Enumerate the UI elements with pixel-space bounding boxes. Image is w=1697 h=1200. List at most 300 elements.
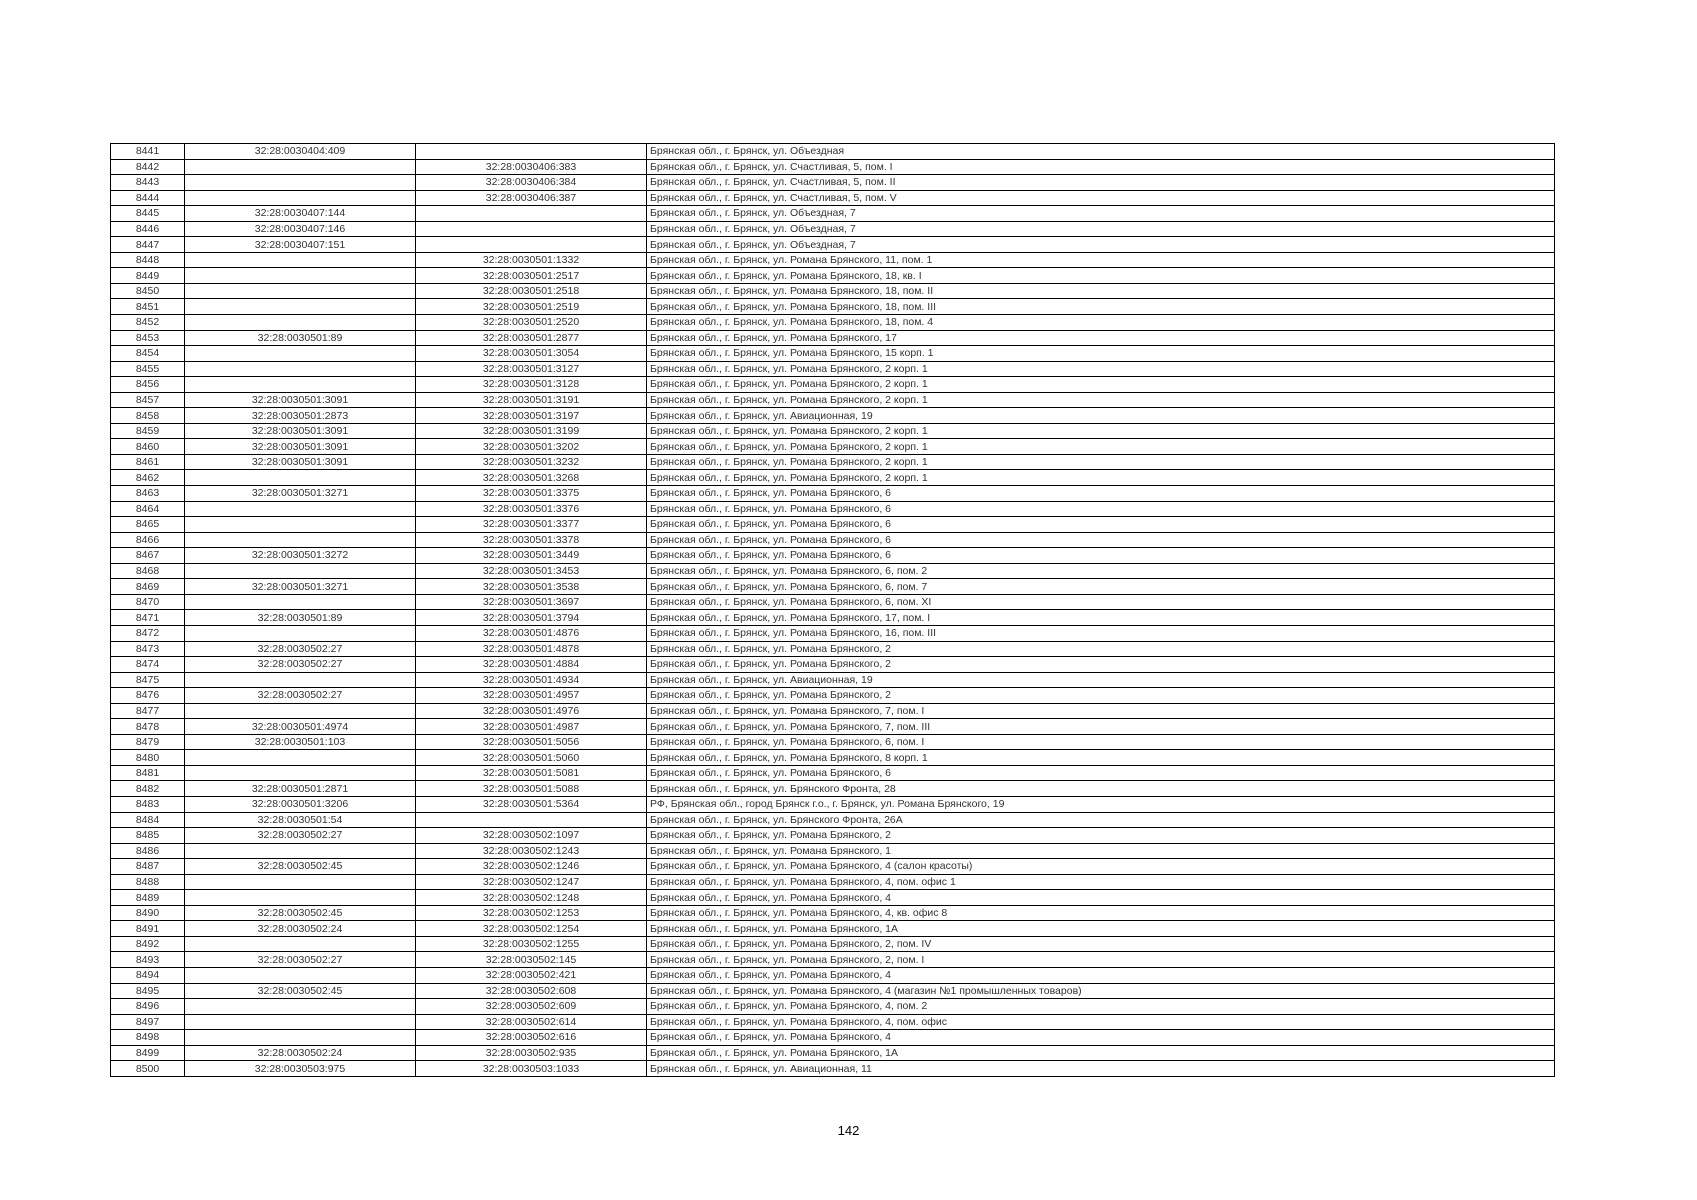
row-number-cell: 8447	[111, 237, 185, 253]
row-number-cell: 8456	[111, 377, 185, 393]
address-cell: Брянская обл., г. Брянск, ул. Романа Брянского, 6	[647, 486, 1555, 502]
address-cell: Брянская обл., г. Брянск, ул. Объездная, 7	[647, 221, 1555, 237]
address-cell: Брянская обл., г. Брянск, ул. Брянского Фронта, 28	[647, 781, 1555, 797]
row-number-cell: 8493	[111, 952, 185, 968]
row-number-cell: 8486	[111, 843, 185, 859]
object-cadastral-number-cell: 32:28:0030501:3449	[416, 548, 647, 564]
object-cadastral-number-cell: 32:28:0030502:935	[416, 1045, 647, 1061]
object-cadastral-number-cell: 32:28:0030501:4976	[416, 703, 647, 719]
object-cadastral-number-cell: 32:28:0030501:3127	[416, 361, 647, 377]
land-cadastral-number-cell	[185, 361, 416, 377]
object-cadastral-number-cell: 32:28:0030502:1246	[416, 859, 647, 875]
object-cadastral-number-cell	[416, 206, 647, 222]
land-cadastral-number-cell	[185, 299, 416, 315]
cadastral-table	[110, 143, 1555, 1077]
table-row	[111, 1061, 1555, 1077]
address-cell: Брянская обл., г. Брянск, ул. Романа Брянского, 6, пом. 7	[647, 579, 1555, 595]
land-cadastral-number-cell: 32:28:0030501:3206	[185, 796, 416, 812]
table-row	[111, 657, 1555, 673]
row-number-cell: 8448	[111, 252, 185, 268]
object-cadastral-number-cell	[416, 812, 647, 828]
table-row	[111, 252, 1555, 268]
land-cadastral-number-cell: 32:28:0030501:3271	[185, 486, 416, 502]
object-cadastral-number-cell: 32:28:0030501:2877	[416, 330, 647, 346]
table-row	[111, 703, 1555, 719]
table-row	[111, 594, 1555, 610]
land-cadastral-number-cell	[185, 346, 416, 362]
land-cadastral-number-cell	[185, 517, 416, 533]
table-row	[111, 688, 1555, 704]
address-cell: Брянская обл., г. Брянск, ул. Романа Брянского, 2	[647, 828, 1555, 844]
object-cadastral-number-cell: 32:28:0030501:1332	[416, 252, 647, 268]
row-number-cell: 8470	[111, 594, 185, 610]
address-cell: Брянская обл., г. Брянск, ул. Романа Брянского, 7, пом. III	[647, 719, 1555, 735]
land-cadastral-number-cell	[185, 999, 416, 1015]
table-body	[111, 144, 1555, 1077]
object-cadastral-number-cell: 32:28:0030501:3197	[416, 408, 647, 424]
land-cadastral-number-cell	[185, 175, 416, 191]
land-cadastral-number-cell: 32:28:0030407:144	[185, 206, 416, 222]
object-cadastral-number-cell	[416, 237, 647, 253]
row-number-cell: 8468	[111, 563, 185, 579]
address-cell: Брянская обл., г. Брянск, ул. Объездная	[647, 144, 1555, 160]
address-cell: Брянская обл., г. Брянск, ул. Романа Брянского, 6, пом. I	[647, 734, 1555, 750]
page-number: 142	[837, 1123, 860, 1138]
object-cadastral-number-cell: 32:28:0030501:4934	[416, 672, 647, 688]
land-cadastral-number-cell: 32:28:0030502:27	[185, 657, 416, 673]
land-cadastral-number-cell: 32:28:0030501:89	[185, 330, 416, 346]
table-row	[111, 890, 1555, 906]
object-cadastral-number-cell: 32:28:0030501:5081	[416, 765, 647, 781]
table-row	[111, 377, 1555, 393]
row-number-cell: 8442	[111, 159, 185, 175]
address-cell: Брянская обл., г. Брянск, ул. Романа Брянского, 16, пом. III	[647, 625, 1555, 641]
row-number-cell: 8461	[111, 454, 185, 470]
address-cell: Брянская обл., г. Брянск, ул. Романа Брянского, 17	[647, 330, 1555, 346]
table-row	[111, 175, 1555, 191]
object-cadastral-number-cell: 32:28:0030501:5364	[416, 796, 647, 812]
row-number-cell: 8463	[111, 486, 185, 502]
address-cell: Брянская обл., г. Брянск, ул. Романа Брянского, 2 корп. 1	[647, 439, 1555, 455]
object-cadastral-number-cell: 32:28:0030502:1247	[416, 874, 647, 890]
row-number-cell: 8458	[111, 408, 185, 424]
object-cadastral-number-cell: 32:28:0030501:3268	[416, 470, 647, 486]
address-cell: Брянская обл., г. Брянск, ул. Романа Брянского, 7, пом. I	[647, 703, 1555, 719]
row-number-cell: 8483	[111, 796, 185, 812]
object-cadastral-number-cell: 32:28:0030502:1253	[416, 905, 647, 921]
land-cadastral-number-cell: 32:28:0030501:3091	[185, 392, 416, 408]
row-number-cell: 8484	[111, 812, 185, 828]
address-cell: Брянская обл., г. Брянск, ул. Романа Брянского, 4	[647, 890, 1555, 906]
address-cell: Брянская обл., г. Брянск, ул. Счастливая, 5, пом. V	[647, 190, 1555, 206]
land-cadastral-number-cell	[185, 315, 416, 331]
row-number-cell: 8474	[111, 657, 185, 673]
land-cadastral-number-cell	[185, 268, 416, 284]
row-number-cell: 8472	[111, 625, 185, 641]
row-number-cell: 8449	[111, 268, 185, 284]
land-cadastral-number-cell	[185, 843, 416, 859]
land-cadastral-number-cell: 32:28:0030502:24	[185, 1045, 416, 1061]
object-cadastral-number-cell: 32:28:0030501:2518	[416, 283, 647, 299]
object-cadastral-number-cell: 32:28:0030501:4878	[416, 641, 647, 657]
land-cadastral-number-cell	[185, 1030, 416, 1046]
row-number-cell: 8444	[111, 190, 185, 206]
row-number-cell: 8460	[111, 439, 185, 455]
row-number-cell: 8457	[111, 392, 185, 408]
table-row	[111, 315, 1555, 331]
table-row	[111, 999, 1555, 1015]
row-number-cell: 8478	[111, 719, 185, 735]
land-cadastral-number-cell	[185, 703, 416, 719]
land-cadastral-number-cell	[185, 190, 416, 206]
land-cadastral-number-cell: 32:28:0030501:103	[185, 734, 416, 750]
object-cadastral-number-cell: 32:28:0030502:1255	[416, 936, 647, 952]
address-cell: Брянская обл., г. Брянск, ул. Романа Брянского, 1А	[647, 1045, 1555, 1061]
table-row	[111, 330, 1555, 346]
land-cadastral-number-cell: 32:28:0030407:146	[185, 221, 416, 237]
address-cell: Брянская обл., г. Брянск, ул. Объездная, 7	[647, 237, 1555, 253]
object-cadastral-number-cell: 32:28:0030502:608	[416, 983, 647, 999]
object-cadastral-number-cell: 32:28:0030502:609	[416, 999, 647, 1015]
address-cell: Брянская обл., г. Брянск, ул. Романа Брянского, 4, кв. офис 8	[647, 905, 1555, 921]
row-number-cell: 8451	[111, 299, 185, 315]
row-number-cell: 8489	[111, 890, 185, 906]
address-cell: Брянская обл., г. Брянск, ул. Романа Брянского, 18, пом. 4	[647, 315, 1555, 331]
table-row	[111, 625, 1555, 641]
table-row	[111, 921, 1555, 937]
row-number-cell: 8452	[111, 315, 185, 331]
land-cadastral-number-cell: 32:28:0030404:409	[185, 144, 416, 160]
table-row	[111, 734, 1555, 750]
land-cadastral-number-cell	[185, 159, 416, 175]
object-cadastral-number-cell: 32:28:0030501:3376	[416, 501, 647, 517]
row-number-cell: 8479	[111, 734, 185, 750]
table-row	[111, 1014, 1555, 1030]
row-number-cell: 8487	[111, 859, 185, 875]
land-cadastral-number-cell	[185, 470, 416, 486]
row-number-cell: 8459	[111, 423, 185, 439]
row-number-cell: 8465	[111, 517, 185, 533]
table-row	[111, 843, 1555, 859]
land-cadastral-number-cell: 32:28:0030503:975	[185, 1061, 416, 1077]
object-cadastral-number-cell: 32:28:0030501:3128	[416, 377, 647, 393]
table-row	[111, 346, 1555, 362]
land-cadastral-number-cell: 32:28:0030501:54	[185, 812, 416, 828]
table-row	[111, 361, 1555, 377]
land-cadastral-number-cell: 32:28:0030502:24	[185, 921, 416, 937]
table-row	[111, 672, 1555, 688]
row-number-cell: 8471	[111, 610, 185, 626]
table-row	[111, 206, 1555, 222]
table-row	[111, 719, 1555, 735]
row-number-cell: 8466	[111, 532, 185, 548]
object-cadastral-number-cell: 32:28:0030502:1254	[416, 921, 647, 937]
row-number-cell: 8441	[111, 144, 185, 160]
land-cadastral-number-cell	[185, 967, 416, 983]
table-row	[111, 299, 1555, 315]
object-cadastral-number-cell: 32:28:0030406:387	[416, 190, 647, 206]
table-row	[111, 470, 1555, 486]
address-cell: Брянская обл., г. Брянск, ул. Счастливая, 5, пом. I	[647, 159, 1555, 175]
row-number-cell: 8495	[111, 983, 185, 999]
table-row	[111, 796, 1555, 812]
table-row	[111, 563, 1555, 579]
row-number-cell: 8494	[111, 967, 185, 983]
address-cell: Брянская обл., г. Брянск, ул. Романа Брянского, 2	[647, 641, 1555, 657]
land-cadastral-number-cell: 32:28:0030501:3091	[185, 423, 416, 439]
table-row	[111, 423, 1555, 439]
land-cadastral-number-cell: 32:28:0030501:4974	[185, 719, 416, 735]
row-number-cell: 8464	[111, 501, 185, 517]
address-cell: Брянская обл., г. Брянск, ул. Романа Брянского, 17, пом. I	[647, 610, 1555, 626]
address-cell: Брянская обл., г. Брянск, ул. Романа Брянского, 18, пом. III	[647, 299, 1555, 315]
address-cell: Брянская обл., г. Брянск, ул. Романа Брянского, 4	[647, 1030, 1555, 1046]
row-number-cell: 8446	[111, 221, 185, 237]
table-row	[111, 874, 1555, 890]
row-number-cell: 8497	[111, 1014, 185, 1030]
address-cell: Брянская обл., г. Брянск, ул. Объездная, 7	[647, 206, 1555, 222]
object-cadastral-number-cell: 32:28:0030501:3538	[416, 579, 647, 595]
address-cell: Брянская обл., г. Брянск, ул. Романа Брянского, 4, пом. офис	[647, 1014, 1555, 1030]
object-cadastral-number-cell: 32:28:0030501:3191	[416, 392, 647, 408]
address-cell: Брянская обл., г. Брянск, ул. Романа Брянского, 11, пом. 1	[647, 252, 1555, 268]
table-row	[111, 486, 1555, 502]
object-cadastral-number-cell: 32:28:0030501:2520	[416, 315, 647, 331]
row-number-cell: 8454	[111, 346, 185, 362]
address-cell: Брянская обл., г. Брянск, ул. Романа Брянского, 2 корп. 1	[647, 470, 1555, 486]
row-number-cell: 8467	[111, 548, 185, 564]
table-row	[111, 983, 1555, 999]
object-cadastral-number-cell: 32:28:0030502:1248	[416, 890, 647, 906]
table-row	[111, 765, 1555, 781]
object-cadastral-number-cell: 32:28:0030501:3199	[416, 423, 647, 439]
object-cadastral-number-cell: 32:28:0030501:3054	[416, 346, 647, 362]
address-cell: Брянская обл., г. Брянск, ул. Романа Брянского, 4	[647, 967, 1555, 983]
object-cadastral-number-cell: 32:28:0030502:616	[416, 1030, 647, 1046]
address-cell: Брянская обл., г. Брянск, ул. Брянского Фронта, 26А	[647, 812, 1555, 828]
land-cadastral-number-cell	[185, 377, 416, 393]
address-cell: Брянская обл., г. Брянск, ул. Романа Брянского, 2	[647, 657, 1555, 673]
land-cadastral-number-cell	[185, 750, 416, 766]
object-cadastral-number-cell: 32:28:0030502:614	[416, 1014, 647, 1030]
row-number-cell: 8485	[111, 828, 185, 844]
table-row	[111, 237, 1555, 253]
row-number-cell: 8475	[111, 672, 185, 688]
address-cell: Брянская обл., г. Брянск, ул. Романа Брянского, 2 корп. 1	[647, 423, 1555, 439]
land-cadastral-number-cell	[185, 765, 416, 781]
row-number-cell: 8490	[111, 905, 185, 921]
object-cadastral-number-cell: 32:28:0030501:2519	[416, 299, 647, 315]
address-cell: Брянская обл., г. Брянск, ул. Романа Брянского, 6	[647, 517, 1555, 533]
land-cadastral-number-cell: 32:28:0030502:45	[185, 905, 416, 921]
table-row	[111, 641, 1555, 657]
object-cadastral-number-cell: 32:28:0030501:2517	[416, 268, 647, 284]
table-row	[111, 392, 1555, 408]
address-cell: Брянская обл., г. Брянск, ул. Романа Брянского, 2 корп. 1	[647, 361, 1555, 377]
table-row	[111, 283, 1555, 299]
table-row	[111, 548, 1555, 564]
table-row	[111, 828, 1555, 844]
row-number-cell: 8445	[111, 206, 185, 222]
table-row	[111, 501, 1555, 517]
land-cadastral-number-cell	[185, 283, 416, 299]
object-cadastral-number-cell: 32:28:0030503:1033	[416, 1061, 647, 1077]
address-cell: РФ, Брянская обл., город Брянск г.о., г. Брянск, ул. Романа Брянского, 19	[647, 796, 1555, 812]
object-cadastral-number-cell: 32:28:0030501:5088	[416, 781, 647, 797]
land-cadastral-number-cell: 32:28:0030502:27	[185, 952, 416, 968]
address-cell: Брянская обл., г. Брянск, ул. Авиационная, 19	[647, 672, 1555, 688]
row-number-cell: 8499	[111, 1045, 185, 1061]
object-cadastral-number-cell: 32:28:0030501:3378	[416, 532, 647, 548]
table-row	[111, 812, 1555, 828]
table-row	[111, 532, 1555, 548]
table-row	[111, 905, 1555, 921]
address-cell: Брянская обл., г. Брянск, ул. Романа Брянского, 1А	[647, 921, 1555, 937]
address-cell: Брянская обл., г. Брянск, ул. Романа Брянского, 2 корп. 1	[647, 454, 1555, 470]
row-number-cell: 8480	[111, 750, 185, 766]
land-cadastral-number-cell	[185, 890, 416, 906]
land-cadastral-number-cell: 32:28:0030501:89	[185, 610, 416, 626]
table-row	[111, 936, 1555, 952]
object-cadastral-number-cell: 32:28:0030501:4884	[416, 657, 647, 673]
object-cadastral-number-cell: 32:28:0030501:3377	[416, 517, 647, 533]
object-cadastral-number-cell: 32:28:0030502:421	[416, 967, 647, 983]
land-cadastral-number-cell	[185, 252, 416, 268]
address-cell: Брянская обл., г. Брянск, ул. Романа Брянского, 6	[647, 501, 1555, 517]
table-row	[111, 268, 1555, 284]
address-cell: Брянская обл., г. Брянск, ул. Романа Брянского, 1	[647, 843, 1555, 859]
row-number-cell: 8450	[111, 283, 185, 299]
row-number-cell: 8492	[111, 936, 185, 952]
land-cadastral-number-cell	[185, 594, 416, 610]
address-cell: Брянская обл., г. Брянск, ул. Романа Брянского, 15 корп. 1	[647, 346, 1555, 362]
object-cadastral-number-cell: 32:28:0030501:4876	[416, 625, 647, 641]
object-cadastral-number-cell: 32:28:0030501:3697	[416, 594, 647, 610]
address-cell: Брянская обл., г. Брянск, ул. Романа Брянского, 2 корп. 1	[647, 377, 1555, 393]
address-cell: Брянская обл., г. Брянск, ул. Романа Брянского, 18, кв. I	[647, 268, 1555, 284]
address-cell: Брянская обл., г. Брянск, ул. Романа Брянского, 2 корп. 1	[647, 392, 1555, 408]
table-row	[111, 408, 1555, 424]
land-cadastral-number-cell: 32:28:0030502:27	[185, 828, 416, 844]
address-cell: Брянская обл., г. Брянск, ул. Романа Брянского, 2, пом. IV	[647, 936, 1555, 952]
row-number-cell: 8469	[111, 579, 185, 595]
land-cadastral-number-cell: 32:28:0030501:3091	[185, 454, 416, 470]
object-cadastral-number-cell: 32:28:0030501:4987	[416, 719, 647, 735]
table-row	[111, 610, 1555, 626]
row-number-cell: 8477	[111, 703, 185, 719]
land-cadastral-number-cell	[185, 1014, 416, 1030]
row-number-cell: 8491	[111, 921, 185, 937]
object-cadastral-number-cell	[416, 144, 647, 160]
row-number-cell: 8473	[111, 641, 185, 657]
table-row	[111, 221, 1555, 237]
table-row	[111, 1030, 1555, 1046]
address-cell: Брянская обл., г. Брянск, ул. Романа Брянского, 2, пом. I	[647, 952, 1555, 968]
table-row	[111, 952, 1555, 968]
land-cadastral-number-cell: 32:28:0030502:45	[185, 859, 416, 875]
object-cadastral-number-cell: 32:28:0030406:384	[416, 175, 647, 191]
row-number-cell: 8443	[111, 175, 185, 191]
address-cell: Брянская обл., г. Брянск, ул. Романа Брянского, 4 (салон красоты)	[647, 859, 1555, 875]
row-number-cell: 8455	[111, 361, 185, 377]
table-row	[111, 967, 1555, 983]
row-number-cell: 8488	[111, 874, 185, 890]
land-cadastral-number-cell: 32:28:0030502:27	[185, 688, 416, 704]
table-row	[111, 781, 1555, 797]
table-row	[111, 144, 1555, 160]
address-cell: Брянская обл., г. Брянск, ул. Счастливая, 5, пом. II	[647, 175, 1555, 191]
land-cadastral-number-cell	[185, 672, 416, 688]
land-cadastral-number-cell: 32:28:0030502:27	[185, 641, 416, 657]
address-cell: Брянская обл., г. Брянск, ул. Романа Брянского, 6	[647, 548, 1555, 564]
table-row	[111, 439, 1555, 455]
table-row	[111, 1045, 1555, 1061]
row-number-cell: 8462	[111, 470, 185, 486]
table-row	[111, 750, 1555, 766]
row-number-cell: 8500	[111, 1061, 185, 1077]
table-row	[111, 159, 1555, 175]
address-cell: Брянская обл., г. Брянск, ул. Романа Брянского, 6, пом. 2	[647, 563, 1555, 579]
object-cadastral-number-cell: 32:28:0030501:5056	[416, 734, 647, 750]
object-cadastral-number-cell: 32:28:0030501:3232	[416, 454, 647, 470]
table-row	[111, 517, 1555, 533]
address-cell: Брянская обл., г. Брянск, ул. Авиационная, 11	[647, 1061, 1555, 1077]
address-cell: Брянская обл., г. Брянск, ул. Романа Брянского, 8 корп. 1	[647, 750, 1555, 766]
object-cadastral-number-cell: 32:28:0030501:3375	[416, 486, 647, 502]
address-cell: Брянская обл., г. Брянск, ул. Романа Брянского, 4, пом. офис 1	[647, 874, 1555, 890]
table-row	[111, 190, 1555, 206]
land-cadastral-number-cell: 32:28:0030501:3271	[185, 579, 416, 595]
address-cell: Брянская обл., г. Брянск, ул. Романа Брянского, 6, пом. XI	[647, 594, 1555, 610]
land-cadastral-number-cell: 32:28:0030501:3272	[185, 548, 416, 564]
address-cell: Брянская обл., г. Брянск, ул. Романа Брянского, 6	[647, 765, 1555, 781]
land-cadastral-number-cell	[185, 501, 416, 517]
object-cadastral-number-cell: 32:28:0030501:3202	[416, 439, 647, 455]
land-cadastral-number-cell: 32:28:0030501:2873	[185, 408, 416, 424]
row-number-cell: 8498	[111, 1030, 185, 1046]
object-cadastral-number-cell: 32:28:0030406:383	[416, 159, 647, 175]
land-cadastral-number-cell	[185, 936, 416, 952]
row-number-cell: 8453	[111, 330, 185, 346]
land-cadastral-number-cell: 32:28:0030407:151	[185, 237, 416, 253]
object-cadastral-number-cell: 32:28:0030502:145	[416, 952, 647, 968]
row-number-cell: 8482	[111, 781, 185, 797]
address-cell: Брянская обл., г. Брянск, ул. Авиационная, 19	[647, 408, 1555, 424]
object-cadastral-number-cell: 32:28:0030501:4957	[416, 688, 647, 704]
object-cadastral-number-cell: 32:28:0030501:5060	[416, 750, 647, 766]
land-cadastral-number-cell: 32:28:0030501:2871	[185, 781, 416, 797]
address-cell: Брянская обл., г. Брянск, ул. Романа Брянского, 6	[647, 532, 1555, 548]
object-cadastral-number-cell: 32:28:0030501:3453	[416, 563, 647, 579]
land-cadastral-number-cell: 32:28:0030502:45	[185, 983, 416, 999]
object-cadastral-number-cell: 32:28:0030502:1097	[416, 828, 647, 844]
land-cadastral-number-cell: 32:28:0030501:3091	[185, 439, 416, 455]
address-cell: Брянская обл., г. Брянск, ул. Романа Брянского, 18, пом. II	[647, 283, 1555, 299]
row-number-cell: 8481	[111, 765, 185, 781]
address-cell: Брянская обл., г. Брянск, ул. Романа Брянского, 4 (магазин №1 промышленных товаров)	[647, 983, 1555, 999]
object-cadastral-number-cell	[416, 221, 647, 237]
table-row	[111, 454, 1555, 470]
row-number-cell: 8476	[111, 688, 185, 704]
object-cadastral-number-cell: 32:28:0030502:1243	[416, 843, 647, 859]
row-number-cell: 8496	[111, 999, 185, 1015]
land-cadastral-number-cell	[185, 563, 416, 579]
land-cadastral-number-cell	[185, 874, 416, 890]
land-cadastral-number-cell	[185, 625, 416, 641]
table-row	[111, 859, 1555, 875]
address-cell: Брянская обл., г. Брянск, ул. Романа Брянского, 2	[647, 688, 1555, 704]
object-cadastral-number-cell: 32:28:0030501:3794	[416, 610, 647, 626]
